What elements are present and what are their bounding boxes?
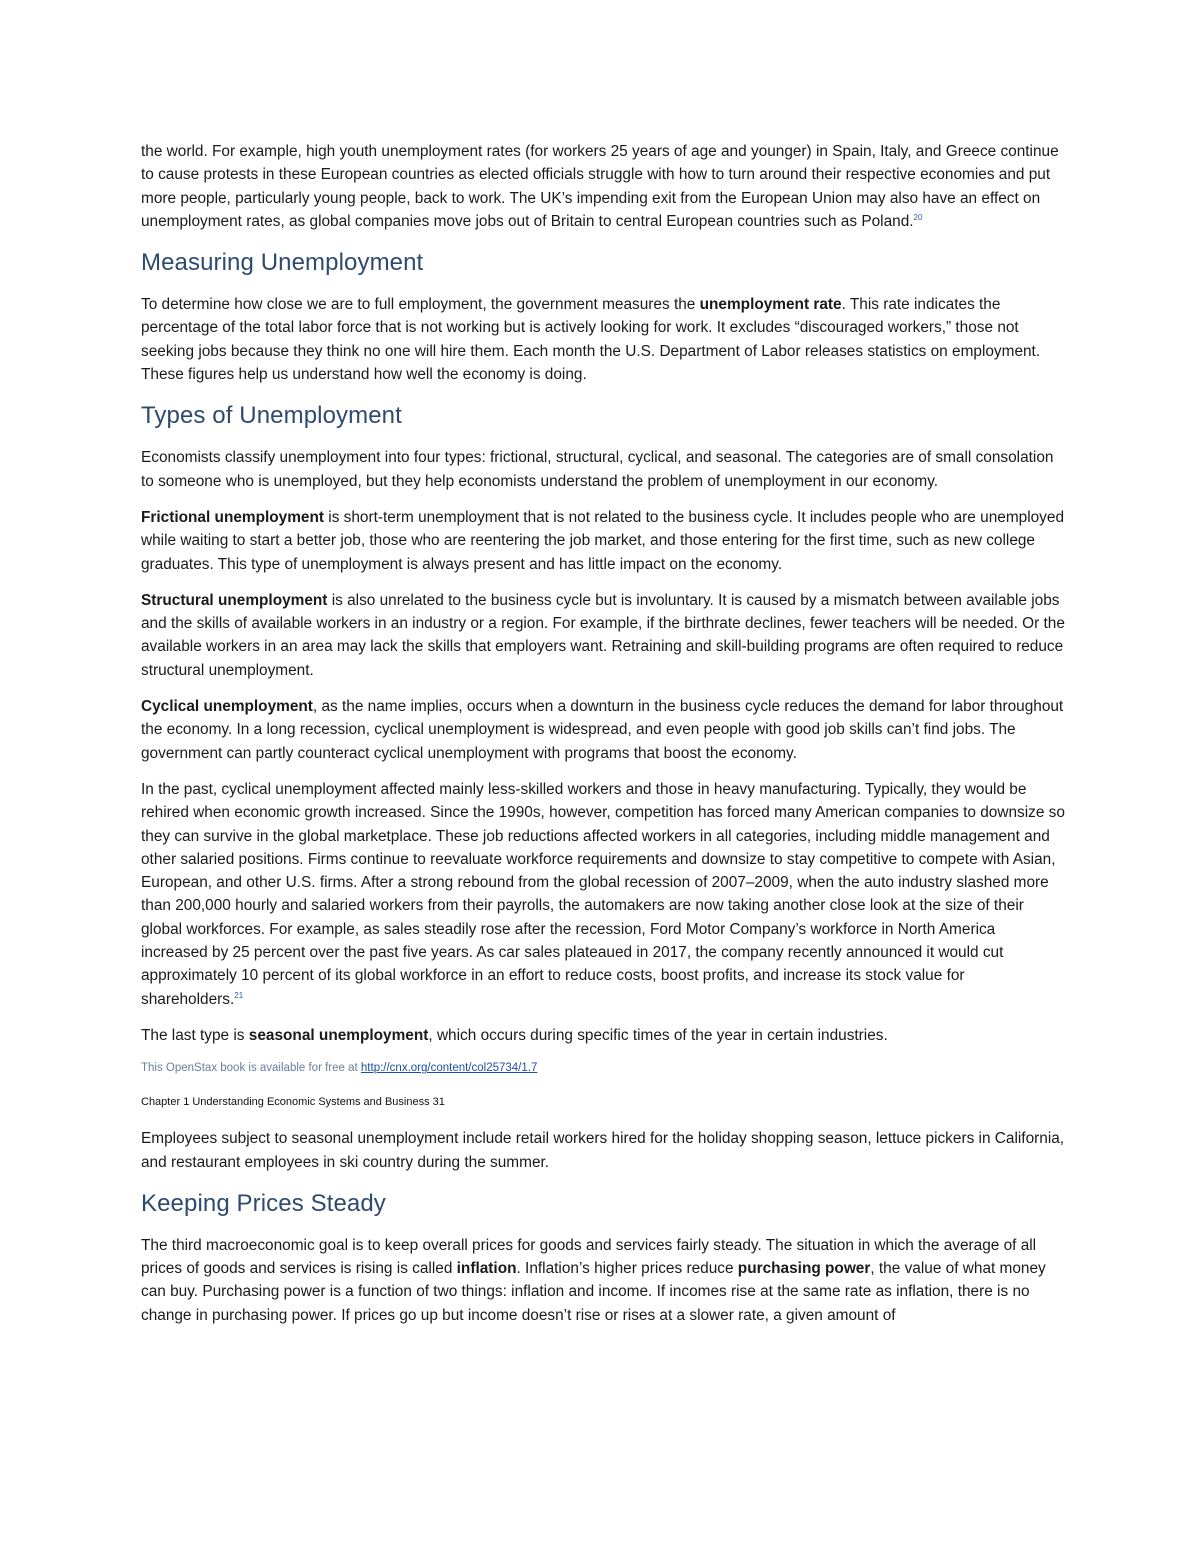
paragraph-seasonal-text-a: The last type is: [141, 1026, 249, 1044]
chapter-header-line: Chapter 1 Understanding Economic Systems and Business 31: [141, 1096, 445, 1109]
term-purchasing-power: purchasing power: [737, 1260, 871, 1278]
paragraph-inflation-text-a: The third macroeconomic goal is to keep overall prices for goods and services fairly steady. The situation in which the average of all prices of goods and services is rising is called: [141, 1236, 1037, 1278]
term-frictional-unemployment: Frictional unemployment: [141, 508, 324, 526]
paragraph-inflation-text-c: , the value of what money can buy. Purchasing power is a function of two things: inflation and income. If incomes rise at the same rate as inflation, there is no change in purchasing power. If prices go up but income doesn’t rise or rises at a slower rate, a given amount of: [141, 1260, 1046, 1324]
paragraph-inflation-text-b: . Inflation’s higher prices reduce: [516, 1260, 738, 1278]
openstax-footer-text: This OpenStax book is available for free at: [141, 1062, 361, 1075]
heading-measuring-unemployment: Measuring Unemployment: [141, 249, 424, 277]
term-unemployment-rate: unemployment rate: [699, 296, 842, 314]
term-structural-unemployment: Structural unemployment: [141, 591, 328, 609]
paragraph-structural: [141, 589, 1066, 682]
paragraph-structural-text: is also unrelated to the business cycle but is involuntary. It is caused by a mismatch between available jobs and the skills of available workers in an industry or a region. For example, if the birthrate declines, fewer teachers will be needed. Or the available workers in an area may lack the skills that employers want. Retraining and skill-building programs are often required to reduce structural unemployment.: [141, 591, 1065, 679]
paragraph-frictional-text: is short-term unemployment that is not related to the business cycle. It includes people who are unemployed while waiting to start a better job, those who are reentering the job market, and those entering for the first time, such as new college graduates. This type of unemployment is always present and has little impact on the economy.: [141, 508, 1064, 573]
term-cyclical-unemployment: Cyclical unemployment: [141, 698, 313, 716]
heading-types-of-unemployment: Types of Unemployment: [141, 402, 402, 430]
paragraph-past-cyclical-text: In the past, cyclical unemployment affected mainly less-skilled workers and those in heavy manufacturing. Typically, they would be rehired when economic growth increased. Since the 1990s, however, competition has forced many American companies to downsize so they can survive in the global marketplace. These job reductions affected workers in all categories, including middle management and other salaried positions. Firms continue to reevaluate workforce requirements and downsize to stay competitive to compete with Asian, European, and other U.S. firms. After a strong rebound from the global recession of 2007–2009, when the auto industry slashed more than 200,000 hourly and salaried workers from their payrolls, the automakers are now taking another close look at the size of their global workforces. For example, as sales steadily rose after the recession, Ford Motor Company’s workforce in North America increased by 25 percent over the past five years. As car sales plateaued in 2017, the company recently announced it would cut approximately 10 percent of its global workforce in an effort to reduce costs, boost profits, and increase its stock value for shareholders.: [141, 780, 1065, 1008]
paragraph-past-cyclical: [141, 778, 1066, 1011]
heading-keeping-prices-steady: Keeping Prices Steady: [141, 1189, 386, 1217]
paragraph-inflation: [141, 1234, 1066, 1327]
paragraph-cyclical: [141, 695, 1066, 765]
paragraph-intro-text: the world. For example, high youth unemployment rates (for workers 25 years of age and younger) in Spain, Italy, and Greece continue to cause protests in these European countries as elected officials struggle with how to turn around their respective economies and put more people, particularly young people, back to work. The UK’s impending exit from the European Union may also have an effect on unemployment rates, as global companies move jobs out of Britain to central European countries such as Poland.: [141, 143, 1059, 230]
paragraph-seasonal-text-b: , which occurs during specific times of the year in certain industries.: [428, 1026, 888, 1044]
paragraph-seasonal-examples: Employees subject to seasonal unemployment include retail workers hired for the holiday shopping season, lettuce pickers in California, and restaurant employees in ski country during the summer.: [141, 1130, 1065, 1171]
footnote-ref-20[interactable]: 20: [913, 212, 923, 222]
openstax-footer-link[interactable]: http://cnx.org/content/col25734/1.7: [360, 1062, 538, 1075]
paragraph-intro: [141, 140, 1066, 233]
paragraph-unemployment-rate-text-b: . This rate indicates the percentage of the total labor force that is not working but is actively looking for work. It excludes “discouraged workers,” those not seeking jobs because they think no one will hire them. Each month the U.S. Department of Labor releases statistics on employment. These figures help us understand how well the economy is doing.: [141, 296, 1041, 384]
paragraph-four-types: Economists classify unemployment into four types: frictional, structural, cyclical, and seasonal. The categories are of small consolation to someone who is unemployed, but they help economists understand the problem of unemployment in our economy.: [141, 449, 1054, 490]
paragraph-frictional: [141, 506, 1066, 576]
paragraph-unemployment-rate: [141, 293, 1066, 386]
term-seasonal-unemployment: seasonal unemployment: [248, 1026, 429, 1044]
openstax-footer-note: [141, 1060, 1066, 1076]
document-page: [141, 140, 1066, 1340]
paragraph-unemployment-rate-text-a: To determine how close we are to full employment, the government measures the: [141, 296, 700, 314]
term-inflation: inflation: [456, 1260, 517, 1278]
footnote-ref-21[interactable]: 21: [234, 990, 244, 1000]
paragraph-seasonal: [141, 1024, 1066, 1047]
paragraph-cyclical-text: , as the name implies, occurs when a downturn in the business cycle reduces the demand for labor throughout the economy. In a long recession, cyclical unemployment is widespread, and even people with good job skills can’t find jobs. The government can partly counteract cyclical unemployment with programs that boost the economy.: [141, 698, 1064, 762]
